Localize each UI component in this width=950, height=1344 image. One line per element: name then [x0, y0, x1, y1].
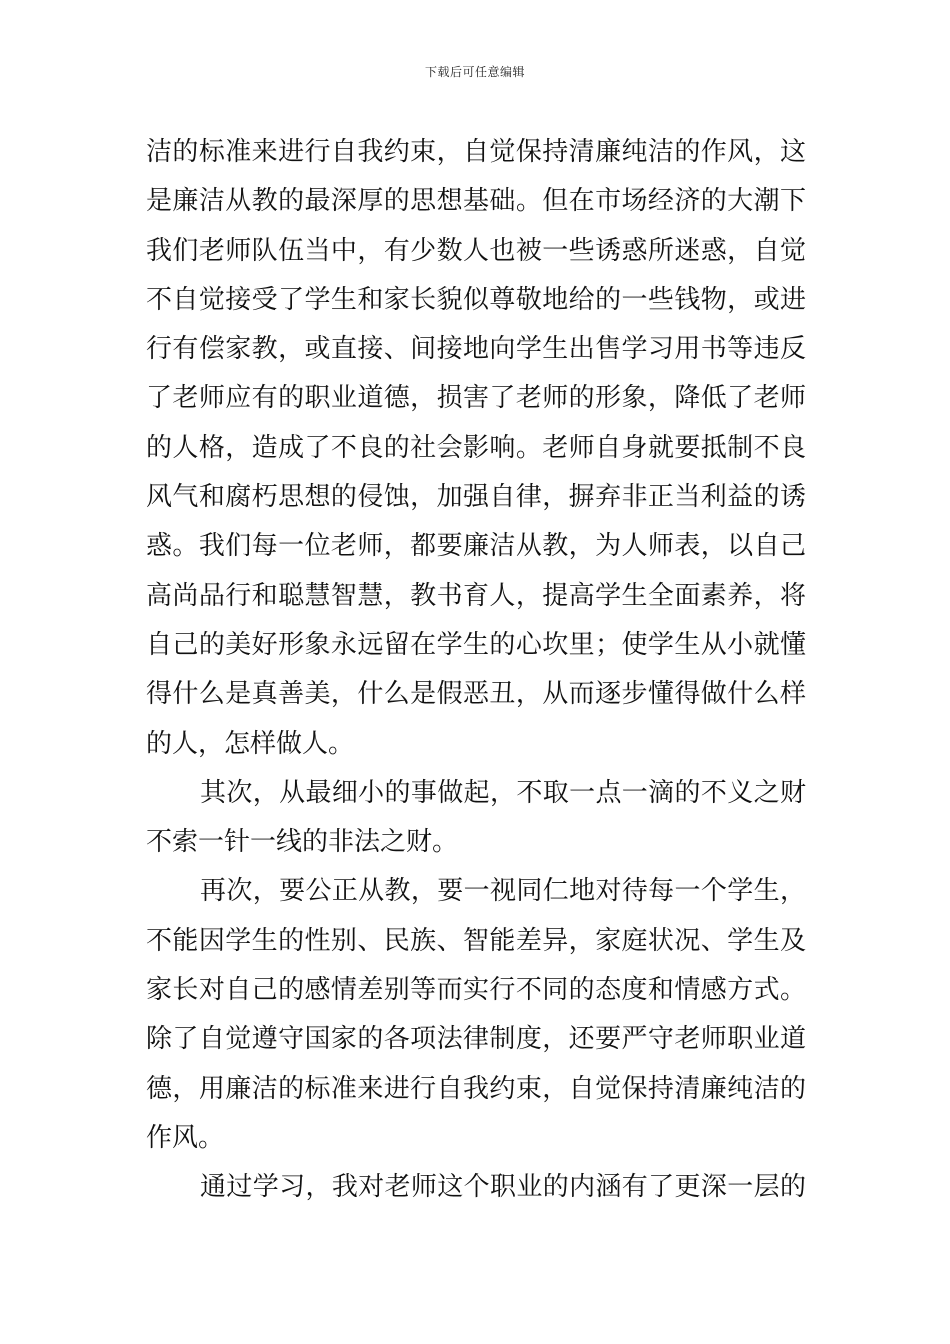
text-line: 的人格，造成了不良的社会影响。老师自身就要抵制不良	[146, 432, 806, 463]
text-line: 的人，怎样做人。	[146, 728, 355, 759]
text-line: 是廉洁从教的最深厚的思想基础。但在市场经济的大潮下	[146, 186, 806, 217]
text-line: 高尚品行和聪慧智慧，教书育人，提高学生全面素养，将	[146, 580, 806, 611]
text-line: 德，用廉洁的标准来进行自我约束，自觉保持清廉纯洁的	[146, 1073, 806, 1104]
paragraph-first-line: 通过学习，我对老师这个职业的内涵有了更深一层的	[200, 1172, 806, 1203]
text-line: 风气和腐朽思想的侵蚀，加强自律，摒弃非正当利益的诱	[146, 482, 806, 513]
text-line: 作风。	[146, 1122, 225, 1153]
text-line: 了老师应有的职业道德，损害了老师的形象，降低了老师	[146, 383, 806, 414]
text-line: 我们老师队伍当中，有少数人也被一些诱惑所迷惑，自觉	[146, 235, 806, 266]
text-line: 惑。我们每一位老师，都要廉洁从教，为人师表，以自己	[146, 531, 806, 562]
text-line: 不索一针一线的非法之财。	[146, 827, 459, 858]
page-header: 下载后可任意编辑	[424, 65, 525, 79]
paragraph-first-line: 再次，要公正从教，要一视同仁地对待每一个学生，	[200, 876, 806, 907]
text-line: 除了自觉遵守国家的各项法律制度，还要严守老师职业道	[146, 1024, 806, 1055]
document-body	[146, 128, 806, 1213]
text-line: 洁的标准来进行自我约束，自觉保持清廉纯洁的作风，这	[146, 137, 806, 167]
text-line: 不能因学生的性别、民族、智能差异，家庭状况、学生及	[146, 925, 806, 956]
text-line: 家长对自己的感情差别等而实行不同的态度和情感方式。	[146, 975, 806, 1006]
text-line: 不自觉接受了学生和家长貌似尊敬地给的一些钱物，或进	[146, 284, 806, 315]
text-line: 行有偿家教，或直接、间接地向学生出售学习用书等违反	[146, 334, 806, 365]
paragraph-first-line: 其次，从最细小的事做起，不取一点一滴的不义之财	[200, 777, 806, 808]
text-line: 得什么是真善美，什么是假恶丑，从而逐步懂得做什么样	[146, 679, 806, 710]
text-line: 自己的美好形象永远留在学生的心坎里；使学生从小就懂	[146, 629, 806, 660]
